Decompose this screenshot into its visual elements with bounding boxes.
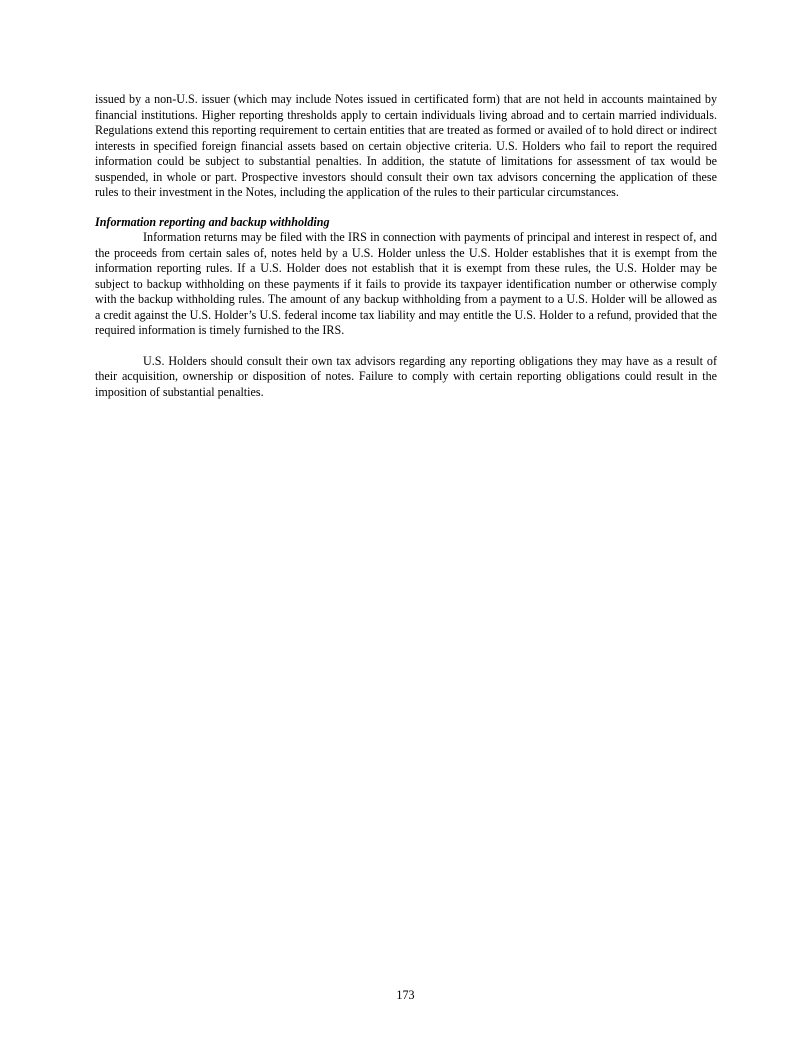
consult-advisors-paragraph: U.S. Holders should consult their own tax advisors regarding any reporting obligations they may have as a result of their acquisition, ownership or disposition of notes. Failure to comply with certain reporting obligations could result in the imposition of substantial penalties. bbox=[95, 353, 717, 399]
document-body bbox=[95, 92, 717, 415]
section-heading: Information reporting and backup withholding bbox=[95, 214, 330, 229]
information-returns-paragraph: Information returns may be filed with the IRS in connection with payments of principal and interest in respect of, and the proceeds from certain sales of, notes held by a U.S. Holder unless the U.S. Holder establishes that it is exempt from the information reporting rules. If a U.S. Holder does not establish that it is exempt from these rules, the U.S. Holder may be subject to backup withholding on these payments if it fails to provide its taxpayer identification number or otherwise comply with the backup withholding rules. The amount of any backup withholding from a payment to a U.S. Holder will be allowed as a credit against the U.S. Holder’s U.S. federal income tax liability and may entitle the U.S. Holder to a refund, provided that the required information is timely furnished to the IRS. bbox=[95, 230, 717, 337]
continuation-paragraph: issued by a non-U.S. issuer (which may include Notes issued in certificated form) that are not held in accounts maintained by financial institutions. Higher reporting thresholds apply to certain individuals living abroad and to certain married individuals. Regulations extend this reporting requirement to certain entities that are treated as formed or availed of to hold direct or indirect interests in specified foreign financial assets based on certain objective criteria. U.S. Holders who fail to report the required information could be subject to substantial penalties. In addition, the statute of limitations for assessment of tax would be suspended, in whole or part. Prospective investors should consult their own tax advisors concerning the application of these rules to their investment in the Notes, including the application of the rules to their particular circumstances. bbox=[95, 92, 717, 199]
page-number: 173 bbox=[396, 988, 415, 1002]
